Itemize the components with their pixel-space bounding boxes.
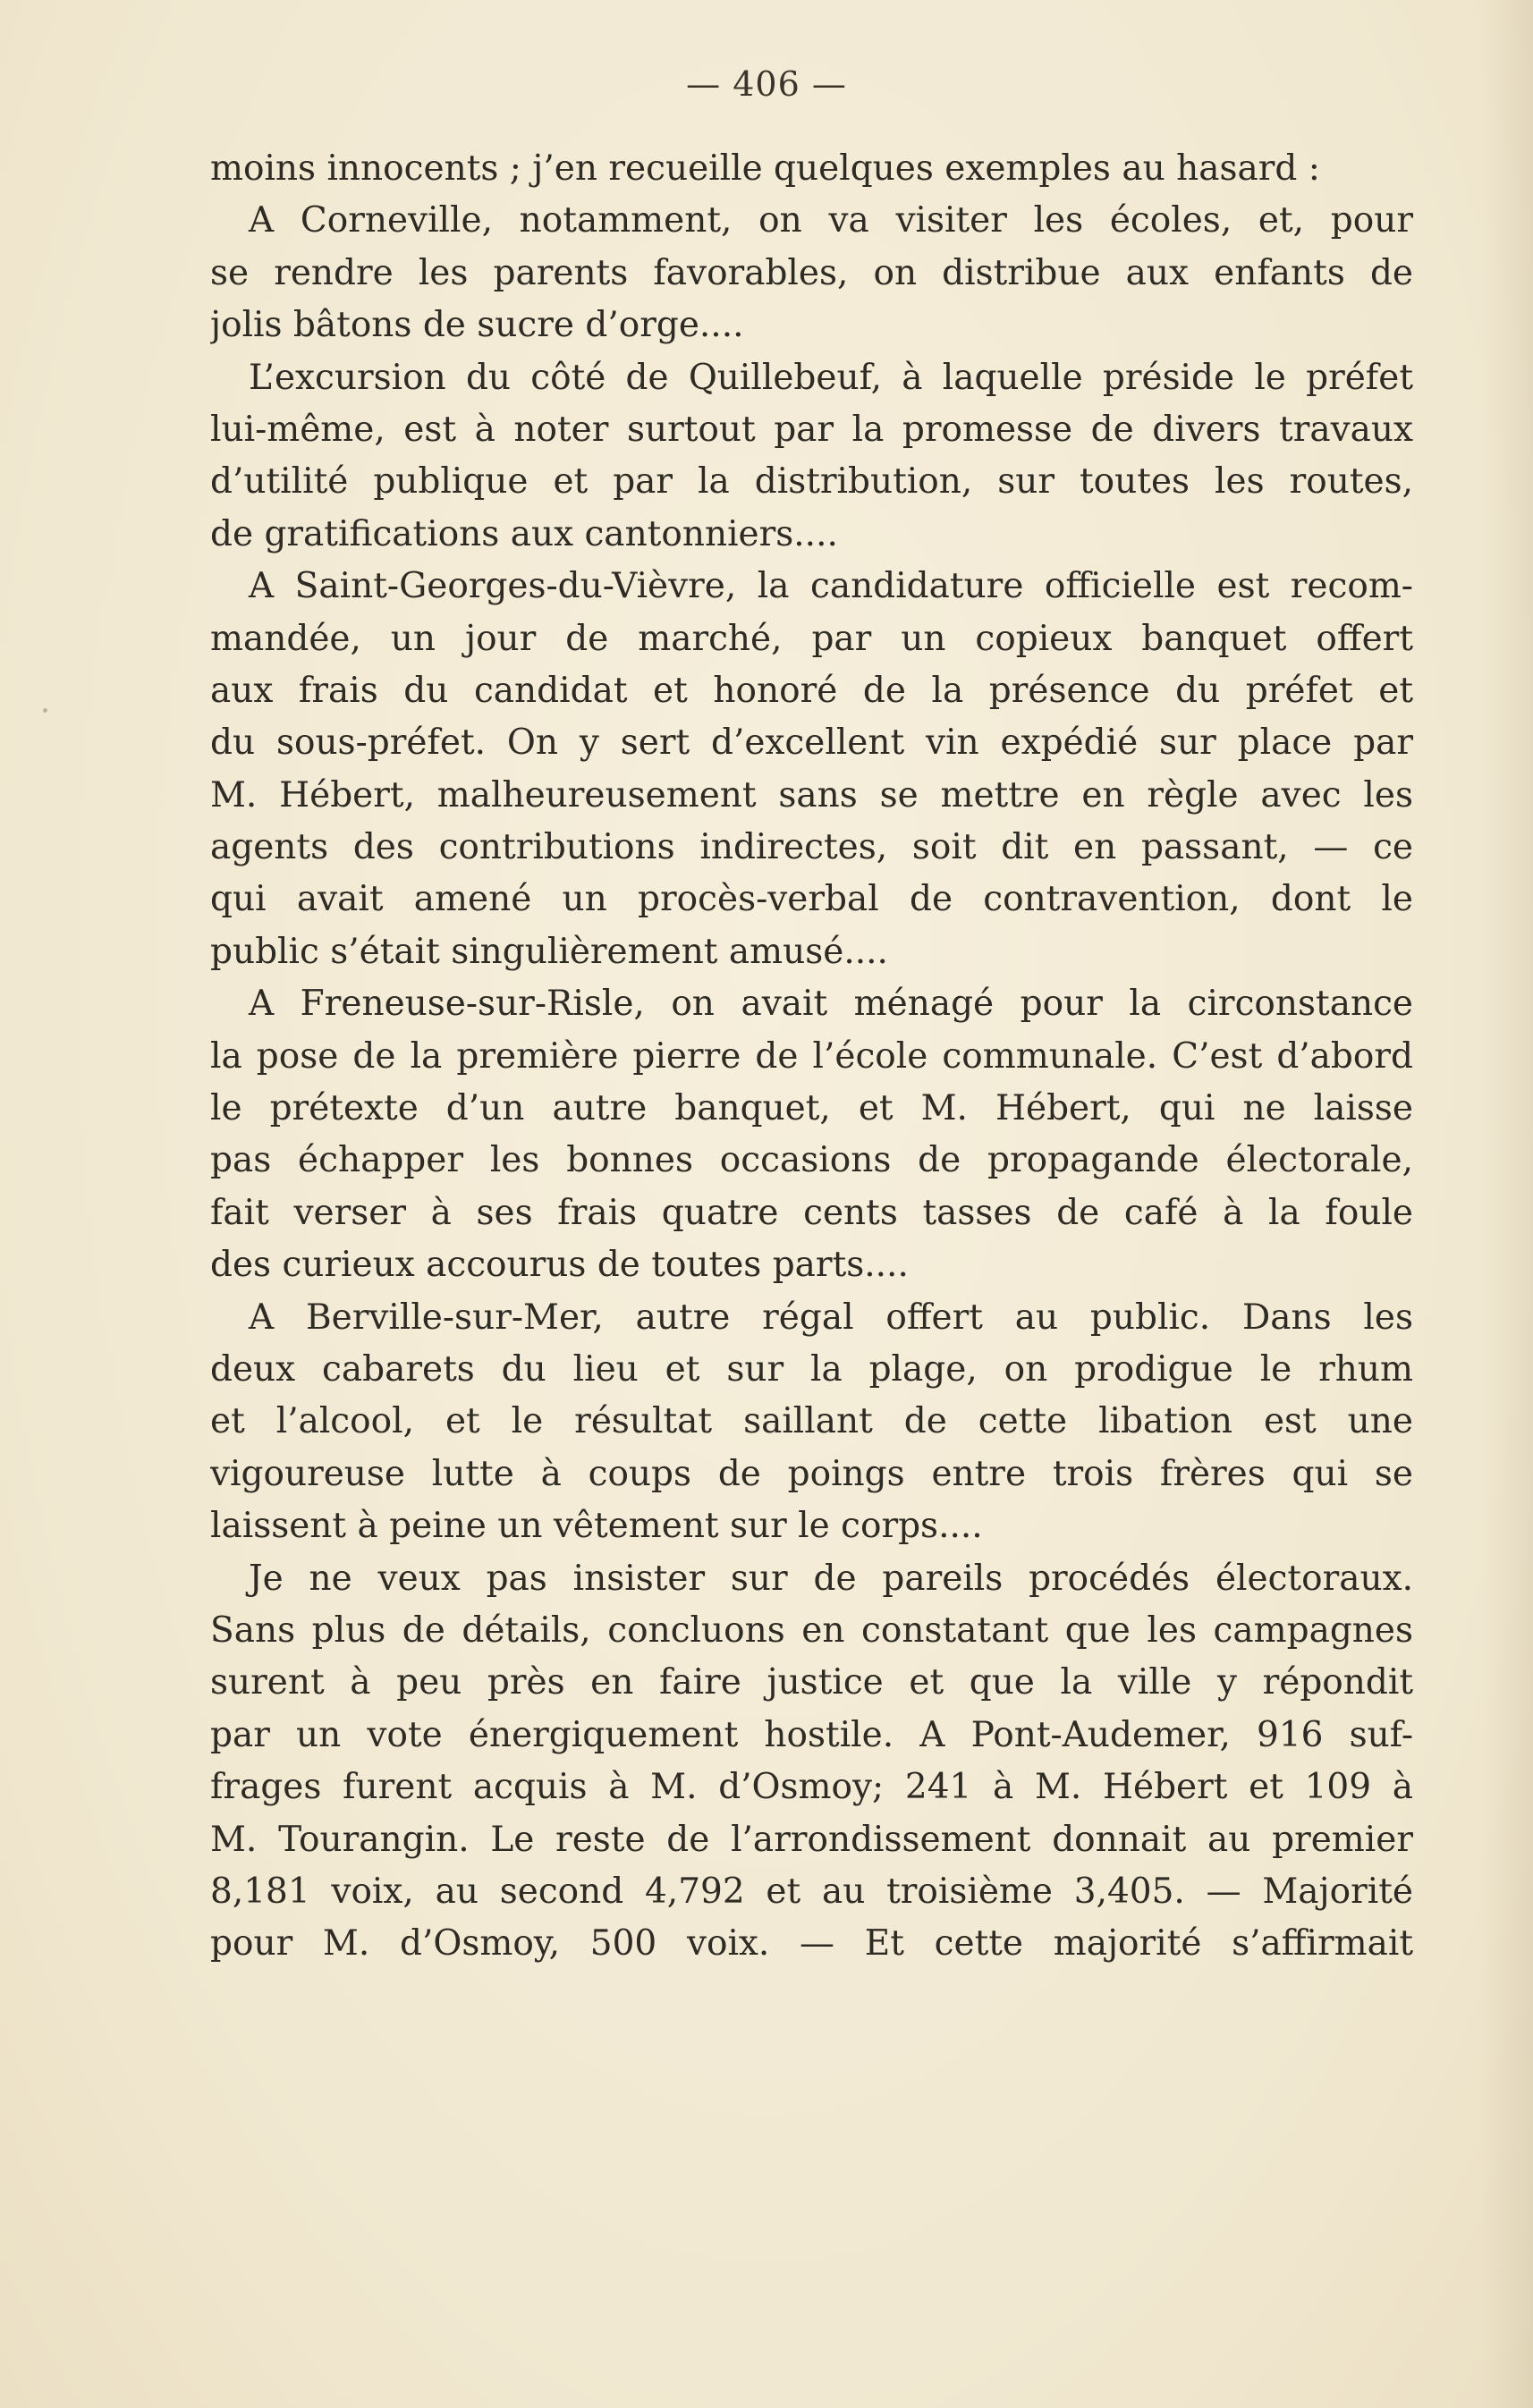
- text-line: A Corneville, notamment, on va visiter les écoles, et, pour: [249, 200, 1413, 241]
- text-line: mandée, un jour de marché, par un copieux banquet offert: [210, 618, 1413, 659]
- text-line: des curieux accourus de toutes parts....: [210, 1245, 909, 1286]
- text-line: se rendre les parents favorables, on distribue aux enfants de: [210, 252, 1413, 293]
- text-line: L’excursion du côté de Quillebeuf, à laquelle préside le préfet: [249, 357, 1413, 398]
- margin-speck: [43, 708, 47, 713]
- text-line: A Berville-sur-Mer, autre régal offert au public. Dans les: [249, 1297, 1413, 1338]
- text-line: A Freneuse-sur-Risle, on avait ménagé pour la circonstance: [249, 984, 1413, 1025]
- text-line: lui-même, est à noter surtout par la promesse de divers travaux: [210, 409, 1413, 450]
- body-text: [210, 143, 1413, 1971]
- text-line: M. Hébert, malheureusement sans se mettre en règle avec les: [210, 774, 1413, 815]
- text-line: vigoureuse lutte à coups de poings entre trois frères qui se: [210, 1453, 1413, 1494]
- text-line: moins innocents ; j’en recueille quelques exemples au hasard :: [210, 148, 1320, 189]
- text-line: le prétexte d’un autre banquet, et M. Hébert, qui ne laisse: [210, 1088, 1413, 1129]
- text-line: Je ne veux pas insister sur de pareils procédés électoraux.: [249, 1558, 1413, 1599]
- text-line: du sous-préfet. On y sert d’excellent vin expédié sur place par: [210, 722, 1413, 764]
- page-edge-shadow: [1479, 0, 1533, 2408]
- text-line: pas échapper les bonnes occasions de propagande électorale,: [210, 1140, 1413, 1181]
- text-line: qui avait amené un procès-verbal de contravention, dont le: [210, 879, 1413, 920]
- text-line: 8,181 voix, au second 4,792 et au troisième 3,405. — Majorité: [210, 1871, 1413, 1912]
- text-line: A Saint-Georges-du-Vièvre, la candidature officielle est recom-: [249, 566, 1413, 607]
- text-line: Sans plus de détails, concluons en constatant que les campagnes: [210, 1610, 1413, 1651]
- text-line: fait verser à ses frais quatre cents tasses de café à la foule: [210, 1192, 1413, 1233]
- text-line: de gratifications aux cantonniers....: [210, 513, 838, 554]
- text-line: laissent à peine un vêtement sur le corps....: [210, 1506, 983, 1547]
- text-line: pour M. d’Osmoy, 500 voix. — Et cette majorité s’affirmait: [210, 1923, 1413, 1964]
- text-line: d’utilité publique et par la distribution, sur toutes les routes,: [210, 461, 1413, 503]
- text-line: surent à peu près en faire justice et que la ville y répondit: [210, 1662, 1413, 1703]
- text-line: deux cabarets du lieu et sur la plage, on prodigue le rhum: [210, 1348, 1413, 1390]
- text-line: aux frais du candidat et honoré de la présence du préfet et: [210, 670, 1413, 711]
- text-line: agents des contributions indirectes, soit dit en passant, — ce: [210, 827, 1413, 868]
- text-line: frages furent acquis à M. d’Osmoy; 241 à M. Hébert et 109 à: [210, 1767, 1413, 1808]
- page-number: — 406 —: [686, 64, 847, 104]
- text-line: M. Tourangin. Le reste de l’arrondissement donnait au premier: [210, 1819, 1413, 1860]
- text-line: public s’était singulièrement amusé....: [210, 931, 888, 972]
- text-line: par un vote énergiquement hostile. A Pont-Audemer, 916 suf-: [210, 1714, 1413, 1755]
- text-line: jolis bâtons de sucre d’orge....: [210, 305, 744, 346]
- text-line: et l’alcool, et le résultat saillant de cette libation est une: [210, 1401, 1413, 1442]
- text-line: la pose de la première pierre de l’école communale. C’est d’abord: [210, 1035, 1413, 1077]
